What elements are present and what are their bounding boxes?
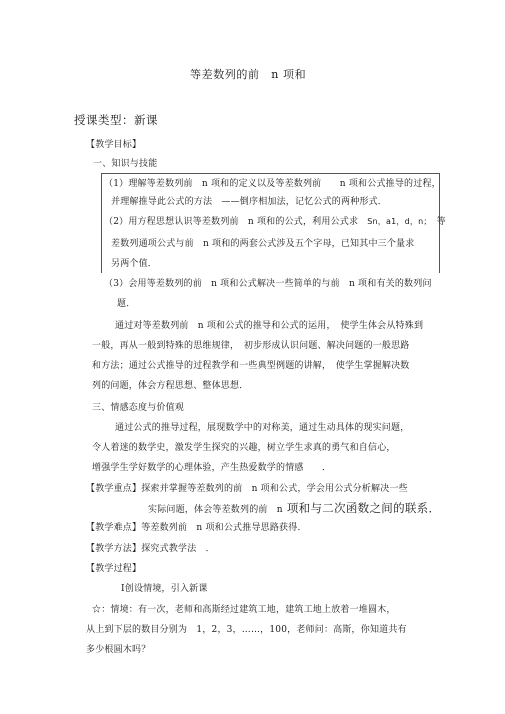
scenario-line-1: ☆：情境：有一次，老师和高斯经过建筑工地，建筑工地上放着一堆圆木， xyxy=(92,605,396,615)
frame-top-border xyxy=(101,173,440,174)
objective-item-2-line-1 xyxy=(104,216,446,228)
attitude-line-1: 通过公式的推导过程，展现数学中的对称美，通过生动具体的现实问题， xyxy=(115,423,410,433)
process-step-1: Ⅰ创设情境，引入新课 xyxy=(121,584,208,594)
process-header: 【教学过程】 xyxy=(86,564,142,574)
section-attitude-heading: 三、情感态度与价值观 xyxy=(92,403,185,413)
objective-item-2-line-3: 另两个值． xyxy=(111,259,158,269)
objective-item-1-line-2: 并理解推导此公式的方法 ——倒序相加法，记忆公式的两种形式． xyxy=(111,197,388,207)
formula-symbols: Sn，a1，d，n； xyxy=(367,217,432,226)
lesson-type: 授课类型：新课 xyxy=(74,113,158,127)
page-title: 等差数列的前 n 项和 xyxy=(190,68,307,81)
attitude-line-2: 令人着迷的数学史，激发学生探究的兴趣，树立学生求真的勇气和自信心， xyxy=(92,443,396,453)
objective-item-2-line-2: 差数列通项公式与前 n 项和的两套公式涉及五个字母，已知其中三个量求 xyxy=(111,239,415,249)
key-points-line-2-text: 实际问题，体会等差数列的前 n xyxy=(148,505,283,515)
key-points-line-2 xyxy=(148,502,440,516)
objective-item-3-line-1: （3）会用等差数列的前 n 项和公式解决一些简单的与前 n 项和有关的数列问 xyxy=(104,279,432,289)
difficulty-line: 【教学难点】等差数列前 n 项和公式推导思路获得． xyxy=(86,523,307,533)
frame-left-border xyxy=(101,173,102,273)
method-line: 【教学方法】探究式教学法 ． xyxy=(86,544,215,554)
process-method-line-3: 和方法；通过公式推导的过程教学和一些典型例题的讲解， 使学生掌握解决数 xyxy=(92,361,410,371)
objective-item-1-line-1: （1）理解等差数列前 n 项和的定义以及等差数列前 n 项和公式推导的过程， xyxy=(104,179,441,189)
key-points-line-1: 【教学重点】探索并掌握等差数列的前 n 项和公式，学会用公式分析解决一些 xyxy=(86,484,408,494)
objective-item-3-line-2: 题． xyxy=(117,299,136,309)
scenario-line-3: 多少根圆木吗？ xyxy=(86,645,151,655)
objective-item-2-tail: 等 xyxy=(436,217,446,227)
scenario-line-2: 从上到下层的数目分别为 1，2，3，……，100，老师问：高斯，你知道共有 xyxy=(86,625,407,635)
attitude-line-3: 增强学生学好数学的心理体验，产生热爱数学的情感 ． xyxy=(92,463,332,473)
process-method-line-1: 通过对等差数列前 n 项和公式的推导和公式的运用， 使学生体会从特殊到 xyxy=(115,321,424,331)
section-knowledge-heading: 一、知识与技能 xyxy=(93,159,158,169)
key-points-line-2-emphasis: 项和与二次函数之间的联系． xyxy=(286,501,441,515)
objectives-header: 【教学目标】 xyxy=(86,140,142,150)
process-method-line-2: 一般，再从一般到特殊的思维规律， 初步形成认识问题、解决问题的一般思路 xyxy=(92,341,410,351)
process-method-line-4: 列的问题，体会方程思想、整体思想． xyxy=(92,381,249,391)
objective-item-2-text: （2）用方程思想认识等差数列前 n 项和的公式，利用公式求 xyxy=(104,217,359,227)
